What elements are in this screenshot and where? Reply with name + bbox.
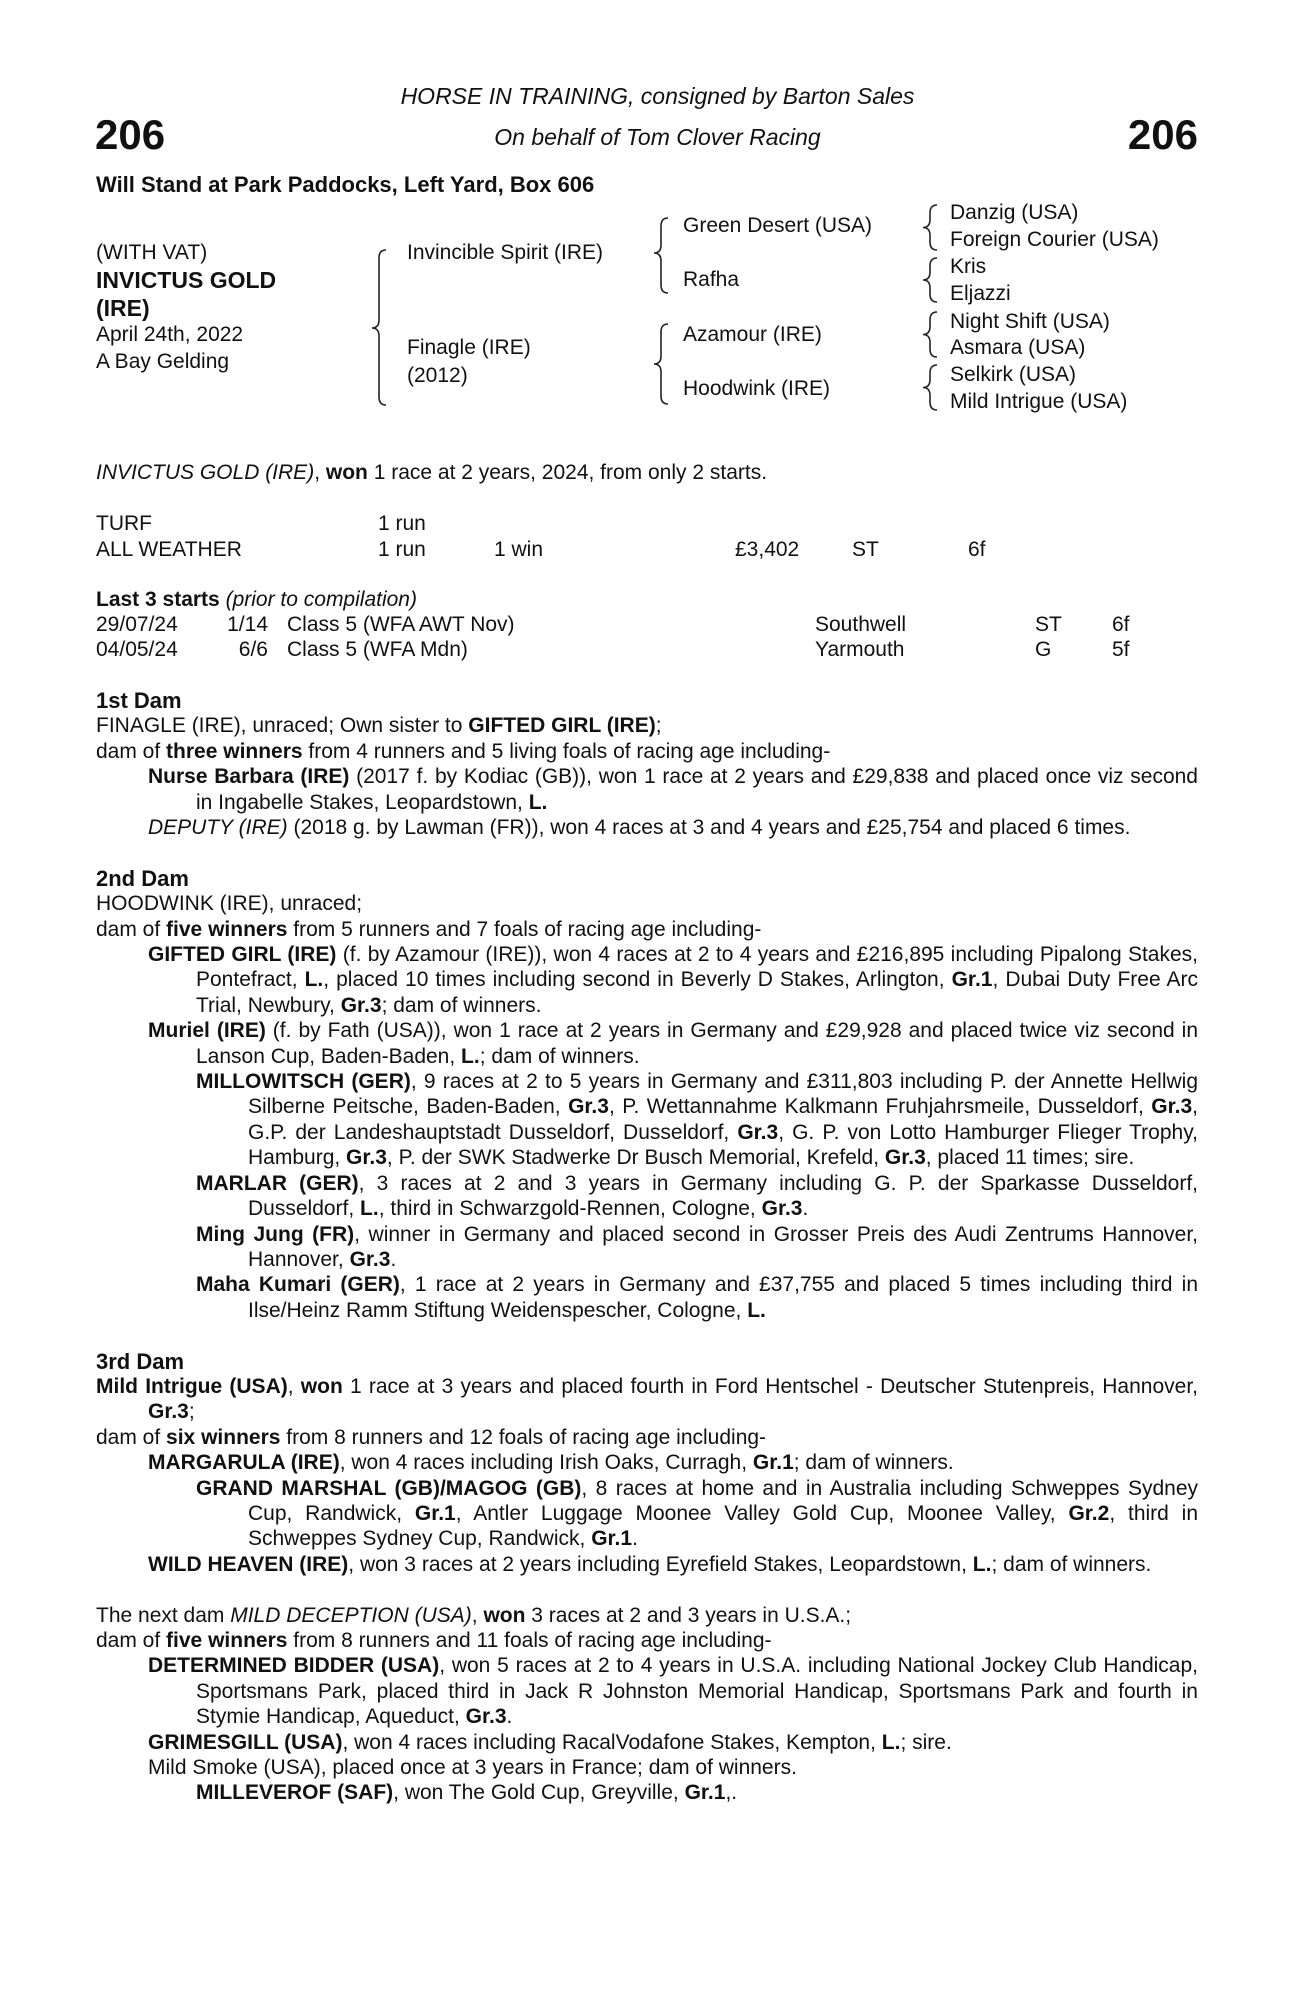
record-runs: 1 run xyxy=(378,512,426,535)
text-segment: from 8 runners and 12 foals of racing age including- xyxy=(280,1425,767,1449)
text-segment: , 9 races at 2 to 5 years in Germany and £311,803 including P. der Annette Hellwig Silberne Peitsche, Baden-Baden, xyxy=(248,1070,1199,1119)
text-segment: ; xyxy=(188,1400,195,1424)
text-segment: , xyxy=(314,461,326,484)
text-segment: GRIMESGILL (USA) xyxy=(148,1730,343,1754)
produce-entry xyxy=(96,1374,1198,1425)
text-segment: Gr.3 xyxy=(737,1120,779,1144)
text-segment: , placed 10 times including second in Beverly D Stakes, Arlington, xyxy=(323,968,952,992)
text-segment: Gr.1 xyxy=(414,1501,456,1525)
text-segment: from 4 runners and 5 living foals of racing age including- xyxy=(302,739,831,763)
text-segment: , G. P. von Lotto Hamburger Flieger Trophy, Hamburg, xyxy=(248,1120,1198,1170)
record-runs: 1 run xyxy=(378,538,426,561)
last-starts-note: (prior to compilation) xyxy=(225,588,417,611)
pedigree-gen3: Selkirk (USA) xyxy=(950,363,1077,386)
produce-entry xyxy=(96,891,1198,916)
record-dist: 6f xyxy=(968,538,986,561)
text-segment: Gr.3 xyxy=(568,1095,609,1119)
text-segment: Gr.1 xyxy=(591,1527,633,1551)
produce-entry xyxy=(96,1653,1198,1729)
last-starts-title: Last 3 starts xyxy=(96,588,220,611)
pedigree-section xyxy=(96,1349,1198,1578)
text-segment: , Dubai Duty Free Arc Trial, Newbury, xyxy=(196,968,1198,1017)
text-segment: five winners xyxy=(166,917,288,941)
start-dist: 6f xyxy=(1112,613,1130,636)
text-segment: WILD HEAVEN (IRE) xyxy=(148,1552,349,1576)
stand-location: Will Stand at Park Paddocks, Left Yard, Box 606 xyxy=(96,172,595,197)
horse-name: INVICTUS GOLD xyxy=(96,267,277,293)
section-heading: 2nd Dam xyxy=(96,865,189,891)
text-segment: Gr.1 xyxy=(951,968,993,992)
produce-entry xyxy=(96,1628,1198,1653)
text-segment: , P. der SWK Stadwerke Dr Busch Memorial, Krefeld, xyxy=(386,1146,885,1170)
text-segment: Muriel (IRE) xyxy=(148,1019,266,1043)
pedigree-gen3: Night Shift (USA) xyxy=(950,310,1110,333)
last-starts-heading xyxy=(96,588,417,612)
produce-entry xyxy=(96,1018,1198,1069)
curly-brace-icon xyxy=(372,250,386,405)
pedigree-gen3: Mild Intrigue (USA) xyxy=(950,390,1128,413)
text-segment: Gr.3 xyxy=(349,1247,391,1271)
pedigree-section xyxy=(96,866,1198,1323)
curly-brace-icon xyxy=(923,205,937,250)
pedigree-section xyxy=(96,1603,1198,1806)
text-segment: six winners xyxy=(166,1425,281,1449)
produce-entry xyxy=(96,739,1198,764)
start-race: Class 5 (WFA Mdn) xyxy=(287,638,468,661)
start-going: ST xyxy=(1035,613,1062,636)
text-segment: won xyxy=(483,1603,526,1627)
start-going: G xyxy=(1035,638,1052,661)
text-segment: , xyxy=(471,1603,484,1627)
text-segment: FINAGLE (IRE), unraced; Own sister to xyxy=(96,714,469,738)
produce-entry xyxy=(96,942,1198,1018)
text-segment: L. xyxy=(747,1298,766,1322)
record-surface: ALL WEATHER xyxy=(96,538,242,561)
text-segment: Gr.3 xyxy=(148,1400,189,1424)
lot-number-right: 206 xyxy=(1127,111,1198,158)
text-segment: ; sire. xyxy=(900,1730,952,1754)
produce-entry xyxy=(96,1755,1198,1780)
text-segment: Gr.3 xyxy=(761,1197,803,1221)
produce-entry xyxy=(96,815,1198,840)
horse-description: A Bay Gelding xyxy=(96,350,230,373)
pedigree-gen2: Green Desert (USA) xyxy=(683,214,873,237)
text-segment: HOODWINK (IRE), unraced; xyxy=(96,892,363,916)
produce-entry xyxy=(96,1552,1198,1577)
race-summary xyxy=(96,461,767,485)
pedigree-gen2: Hoodwink (IRE) xyxy=(683,377,831,400)
text-segment: Maha Kumari (GER) xyxy=(196,1273,400,1297)
curly-brace-icon xyxy=(923,365,937,410)
text-segment: , won 5 races at 2 to 4 years in U.S.A. including National Jockey Club Handicap, Sportsmans Park, placed third in Jack R Johnston Memorial Handicap, Sportsmans Park and fourth in Stymie Handicap, Aqueduct, xyxy=(196,1654,1198,1729)
text-segment: . xyxy=(506,1705,513,1729)
text-segment: Gr.2 xyxy=(1068,1501,1110,1525)
text-segment: MARLAR (GER) xyxy=(196,1171,359,1195)
text-segment: MILLOWITSCH (GER) xyxy=(196,1070,411,1094)
text-segment: Gr.3 xyxy=(884,1146,926,1170)
text-segment: 1 race at 2 years, 2024, from only 2 starts. xyxy=(367,461,768,484)
start-course: Southwell xyxy=(815,613,907,636)
lot-number-left: 206 xyxy=(95,111,166,158)
text-segment: Ming Jung (FR) xyxy=(196,1222,355,1246)
pedigree-section xyxy=(96,688,1198,840)
text-segment: Gr.3 xyxy=(1151,1095,1193,1119)
text-segment: L. xyxy=(972,1552,992,1576)
record-prize: £3,402 xyxy=(735,538,800,561)
produce-entry xyxy=(96,1069,1198,1171)
produce-entry xyxy=(96,1780,1198,1805)
text-segment: MILLEVEROF (SAF) xyxy=(196,1781,394,1805)
consignment-title: HORSE IN TRAINING, consigned by Barton Sales xyxy=(400,83,915,109)
text-segment: , third in Schwarzgold-Rennen, Cologne, xyxy=(378,1197,762,1221)
text-segment: dam of xyxy=(96,1425,167,1449)
text-segment: from 5 runners and 7 foals of racing age including- xyxy=(287,917,762,941)
curly-brace-icon xyxy=(654,218,668,293)
text-segment: ; dam of winners. xyxy=(991,1552,1152,1576)
text-segment: Gr.1 xyxy=(752,1451,794,1475)
curly-brace-icon xyxy=(923,258,937,302)
pedigree-gen2: Rafha xyxy=(683,268,740,291)
text-segment: , G.P. der Landeshauptstadt Dusseldorf, Dusseldorf, xyxy=(248,1095,1198,1144)
text-segment: ,. xyxy=(725,1781,738,1805)
text-segment: (f. by Fath (USA)), won 1 race at 2 years in Germany and £29,928 and placed twice viz second in Lanson Cup, Baden-Baden, xyxy=(196,1019,1199,1068)
text-segment: (2017 f. by Kodiac (GB)), won 1 race at 2 years and £29,838 and placed once viz second in Ingabelle Stakes, Leopardstown, xyxy=(196,765,1198,814)
text-segment: , placed 11 times; sire. xyxy=(925,1146,1135,1170)
text-segment: Nurse Barbara (IRE) xyxy=(148,765,350,789)
text-segment: dam of xyxy=(96,1628,167,1652)
produce-entry xyxy=(96,1272,1198,1323)
produce-record xyxy=(96,688,1198,1831)
produce-entry xyxy=(96,1603,1198,1628)
section-heading: 1st Dam xyxy=(96,688,182,713)
section-heading: 3rd Dam xyxy=(96,1348,185,1374)
text-segment: from 8 runners and 11 foals of racing age including- xyxy=(287,1628,772,1652)
pedigree-gen3: Asmara (USA) xyxy=(950,336,1086,359)
text-segment: ; xyxy=(655,714,662,738)
text-segment: ; dam of winners. xyxy=(479,1044,640,1068)
text-segment: won xyxy=(300,1374,343,1398)
text-segment: dam of xyxy=(96,739,167,763)
text-segment: Mild Intrigue (USA) xyxy=(96,1374,288,1398)
start-race: Class 5 (WFA AWT Nov) xyxy=(287,613,515,636)
text-segment: INVICTUS GOLD (IRE) xyxy=(96,461,315,484)
text-segment: , xyxy=(287,1374,301,1398)
text-segment: . xyxy=(632,1527,638,1551)
text-segment: Gr.3 xyxy=(340,993,382,1017)
produce-entry xyxy=(96,1476,1198,1552)
text-segment: . xyxy=(802,1197,809,1221)
text-segment: Gr.3 xyxy=(465,1705,507,1729)
start-course: Yarmouth xyxy=(815,638,905,661)
text-segment: MILD DECEPTION (USA) xyxy=(230,1603,472,1627)
text-segment: GIFTED GIRL (IRE) xyxy=(148,943,337,967)
pedigree-gen3: Danzig (USA) xyxy=(950,201,1079,224)
text-segment: GIFTED GIRL (IRE) xyxy=(468,714,656,738)
text-segment: (2018 g. by Lawman (FR)), won 4 races at 3 and 4 years and £25,754 and placed 6 times. xyxy=(287,816,1131,840)
text-segment: . xyxy=(390,1247,397,1271)
start-dist: 5f xyxy=(1112,638,1130,661)
text-segment: Mild Smoke (USA), placed once at 3 years in France; dam of winners. xyxy=(148,1756,797,1780)
text-segment: GRAND MARSHAL (GB)/MAGOG (GB) xyxy=(196,1476,582,1500)
text-segment: , third in Schweppes Sydney Cup, Randwick, xyxy=(248,1501,1198,1551)
produce-entry xyxy=(96,1450,1198,1475)
text-segment: , won 3 races at 2 years including Eyrefield Stakes, Leopardstown, xyxy=(348,1552,973,1576)
produce-entry xyxy=(96,1730,1198,1755)
text-segment: , won 4 races including Irish Oaks, Curragh, xyxy=(339,1451,753,1475)
text-segment: three winners xyxy=(166,739,303,763)
pedigree-gen3: Eljazzi xyxy=(950,282,1011,305)
pedigree-sire: Invincible Spirit (IRE) xyxy=(407,241,604,264)
text-segment: , 8 races at home and in Australia including Schweppes Sydney Cup, Randwick, xyxy=(248,1476,1198,1525)
text-segment: five winners xyxy=(166,1628,288,1652)
text-segment: , Antler Luggage Moonee Valley Gold Cup, Moonee Valley, xyxy=(455,1501,1069,1525)
pedigree-brackets xyxy=(0,0,1315,450)
text-segment: DEPUTY (IRE) xyxy=(148,816,288,840)
horse-dob: April 24th, 2022 xyxy=(96,323,244,346)
record-surface: TURF xyxy=(96,512,152,535)
pedigree-gen3: Foreign Courier (USA) xyxy=(950,228,1159,251)
curly-brace-icon xyxy=(654,324,668,404)
produce-entry xyxy=(96,713,1198,738)
text-segment: won xyxy=(325,461,368,484)
text-segment: , 1 race at 2 years in Germany and £37,755 and placed 5 times including third in Ilse/Heinz Ramm Stiftung Weidenspescher, Cologne, xyxy=(248,1273,1198,1322)
pedigree-dam-year: (2012) xyxy=(407,364,468,387)
text-segment: L. xyxy=(304,968,324,992)
text-segment: L. xyxy=(881,1730,901,1754)
text-segment: (f. by Azamour (IRE)), won 4 races at 2 to 4 years and £216,895 including Pipalong Stakes, Pontefract, xyxy=(196,943,1198,992)
pedigree-gen3: Kris xyxy=(950,255,987,278)
consignment-subtitle: On behalf of Tom Clover Racing xyxy=(494,124,821,150)
record-going: ST xyxy=(852,538,879,561)
text-segment: dam of xyxy=(96,917,167,941)
text-segment: , won 4 races including RacalVodafone Stakes, Kempton, xyxy=(342,1730,882,1754)
start-date: 04/05/24 xyxy=(96,638,178,661)
vat-status: (WITH VAT) xyxy=(96,241,208,264)
horse-country: (IRE) xyxy=(96,295,150,321)
text-segment: Gr.3 xyxy=(346,1146,387,1170)
text-segment: MARGARULA (IRE) xyxy=(148,1451,340,1475)
text-segment: , won The Gold Cup, Greyville, xyxy=(393,1781,685,1805)
pedigree-gen2: Azamour (IRE) xyxy=(683,323,822,346)
text-segment: , P. Wettannahme Kalkmann Fruhjahrsmeile, Dusseldorf, xyxy=(608,1095,1152,1119)
text-segment: ; dam of winners. xyxy=(381,993,542,1017)
pedigree-dam: Finagle (IRE) xyxy=(407,336,531,359)
produce-entry xyxy=(96,1171,1198,1222)
text-segment: DETERMINED BIDDER (USA) xyxy=(148,1654,440,1678)
text-segment: , winner in Germany and placed second in Grosser Preis des Audi Zentrums Hannover, Hannover, xyxy=(248,1222,1198,1271)
text-segment: Gr.1 xyxy=(684,1781,726,1805)
start-date: 29/07/24 xyxy=(96,613,178,636)
text-segment: ; dam of winners. xyxy=(793,1451,954,1475)
produce-entry xyxy=(96,917,1198,942)
text-segment: The next dam xyxy=(96,1603,231,1627)
text-segment: 3 races at 2 and 3 years in U.S.A.; xyxy=(525,1603,852,1627)
start-pos: 1/14 xyxy=(227,613,268,636)
curly-brace-icon xyxy=(923,312,937,357)
text-segment: 1 race at 3 years and placed fourth in Ford Hentschel - Deutscher Stutenpreis, Hannover, xyxy=(342,1374,1198,1398)
text-segment: L. xyxy=(360,1197,379,1221)
produce-entry xyxy=(96,1425,1198,1450)
start-pos: 6/6 xyxy=(238,638,268,661)
record-wins: 1 win xyxy=(494,538,544,561)
text-segment: L. xyxy=(528,790,548,814)
text-segment: , 3 races at 2 and 3 years in Germany including G. P. der Sparkasse Dusseldorf, Dusseldorf, xyxy=(248,1171,1199,1221)
text-segment: L. xyxy=(461,1044,480,1068)
produce-entry xyxy=(96,1222,1198,1273)
produce-entry xyxy=(96,764,1198,815)
